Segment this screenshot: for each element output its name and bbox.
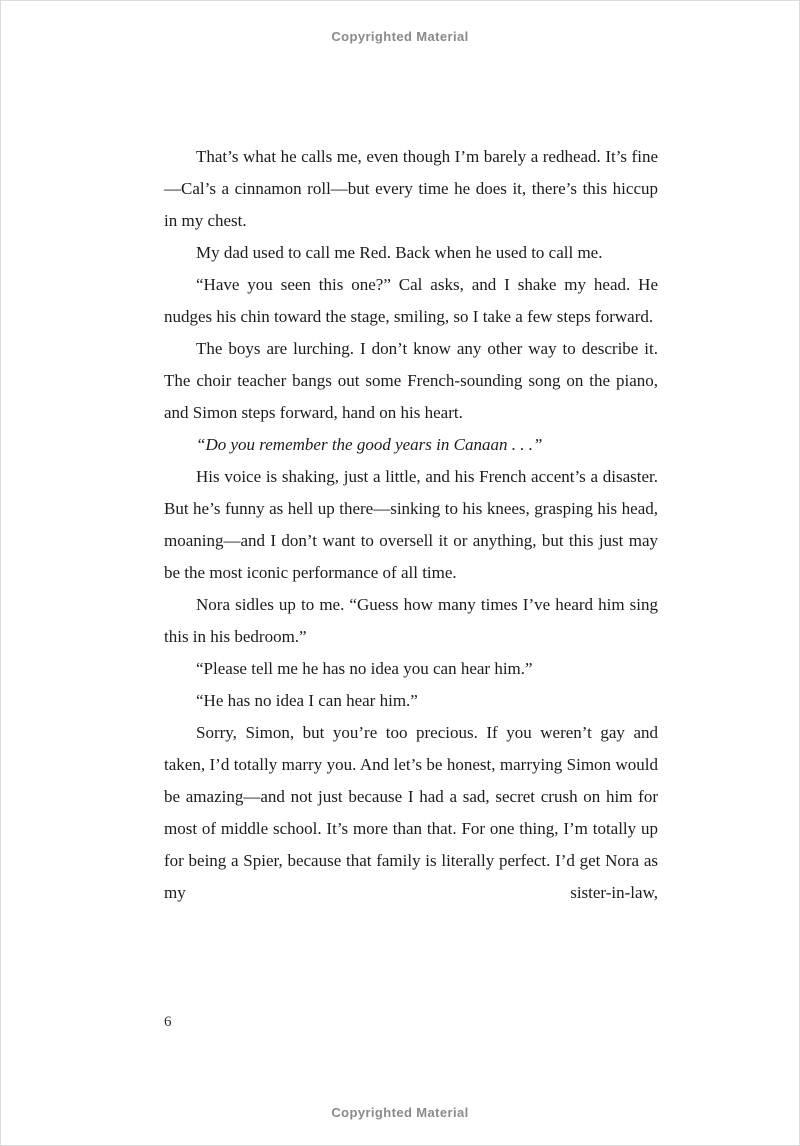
page-number: 6 xyxy=(164,1014,172,1030)
paragraph-6: His voice is shaking, just a little, and his French accent’s a disaster. But he’s funny as hell up there—sinking to his knees, grasping his head, moaning—and I don’t want to oversell it or anything, but this just may be the most iconic performance of all time. xyxy=(164,467,658,582)
paragraph-5-song-lyric: “Do you remember the good years in Canaan . . .” xyxy=(196,435,543,454)
body-text xyxy=(164,141,658,909)
paragraph-7: Nora sidles up to me. “Guess how many times I’ve heard him sing this in his bedroom.” xyxy=(164,595,658,646)
copyright-watermark-top: Copyrighted Material xyxy=(331,29,469,44)
paragraph-8: “Please tell me he has no idea you can hear him.” xyxy=(196,659,533,678)
paragraph-2: My dad used to call me Red. Back when he used to call me. xyxy=(196,243,603,262)
paragraph-9: “He has no idea I can hear him.” xyxy=(196,691,418,710)
paragraph-4: The boys are lurching. I don’t know any other way to describe it. The choir teacher bangs out some French-sounding song on the piano, and Simon steps forward, hand on his heart. xyxy=(164,339,658,422)
paragraph-3: “Have you seen this one?” Cal asks, and I shake my head. He nudges his chin toward the stage, smiling, so I take a few steps forward. xyxy=(164,275,658,326)
copyright-watermark-bottom: Copyrighted Material xyxy=(331,1105,469,1120)
paragraph-1: That’s what he calls me, even though I’m barely a redhead. It’s fine—Cal’s a cinnamon roll—but every time he does it, there’s this hiccup in my chest. xyxy=(164,147,658,230)
paragraph-10: Sorry, Simon, but you’re too precious. If you weren’t gay and taken, I’d totally marry you. And let’s be honest, marrying Simon would be amazing—and not just because I had a sad, secret crush on him for most of middle school. It’s more than that. For one thing, I’m totally up for being a Spier, because that family is literally perfect. I’d get Nora as my sister-in-law, xyxy=(164,723,658,902)
